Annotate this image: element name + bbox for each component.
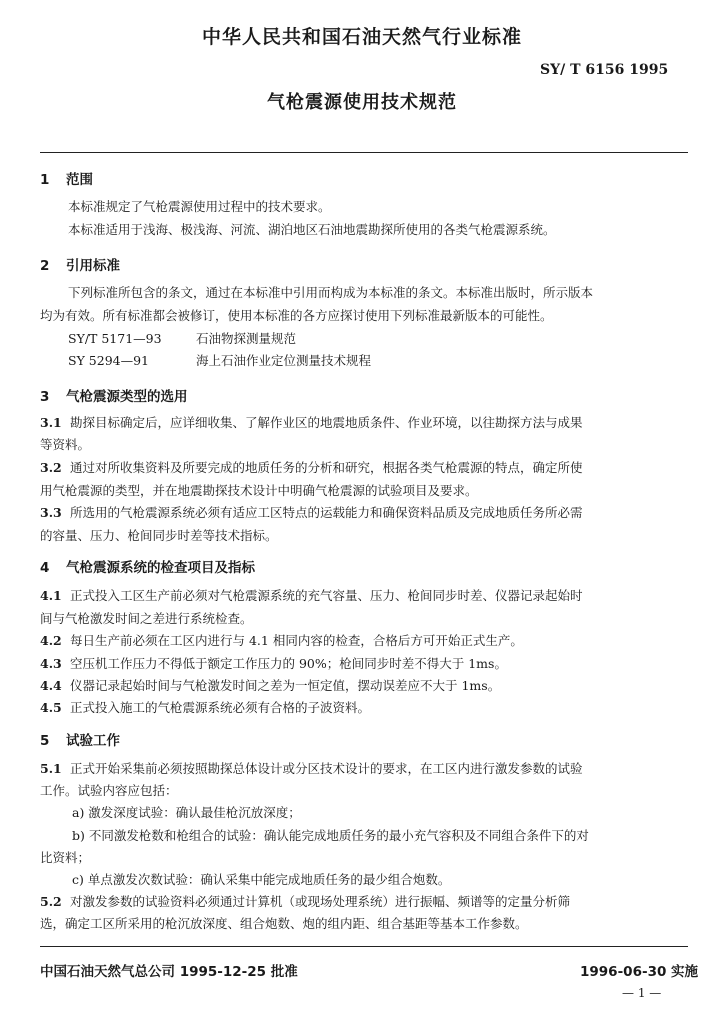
clause-text: 空压机工作压力不得低于额定工作压力的 90%；枪间同步时差不得大于 1ms。	[70, 656, 507, 671]
clause-text: 正式投入工区生产前必须对气枪震源系统的充气容量、压力、枪间同步时差、仪器记录起始时	[70, 588, 583, 603]
clause-number: 4.5	[40, 700, 62, 715]
list-item-c: c) 单点激发次数试验：确认采集中能完成地质任务的最少组合炮数。	[72, 872, 451, 887]
clause-number: 4.1	[40, 588, 62, 603]
section-title: 引用标准	[66, 258, 120, 274]
section-4-heading	[40, 556, 255, 576]
clause-continuation: 的容量、压力、枪间同步时差等技术指标。	[40, 528, 278, 543]
paragraph: 本标准适用于浅海、极浅海、河流、湖泊地区石油地震勘探所使用的各类气枪震源系统。	[68, 222, 556, 237]
reference-code: SY 5294—91	[68, 353, 150, 368]
clause-number: 4.4	[40, 678, 62, 693]
list-item-b: b) 不同激发枪数和枪组合的试验：确认能完成地质任务的最小充气容积及不同组合条件下的对	[72, 828, 589, 843]
clause-text: 所选用的气枪震源系统必须有适应工区特点的运载能力和确保资料品质及完成地质任务所必需	[70, 505, 583, 520]
page-number: — 1 —	[622, 986, 662, 1000]
list-item-b-continuation: 比资料；	[40, 850, 91, 865]
clause-text: 正式投入施工的气枪震源系统必须有合格的子波资料。	[70, 700, 371, 715]
clause-text: 仪器记录起始时间与气枪激发时间之差为一恒定值，摆动误差应不大于 1ms。	[70, 678, 501, 693]
implementation-date: 1996-06-30 实施	[580, 964, 699, 980]
clause-continuation: 用气枪震源的类型，并在地震勘探技术设计中明确气枪震源的试验项目及要求。	[40, 483, 478, 498]
clause-text: 对激发参数的试验资料必须通过计算机（或现场处理系统）进行振幅、频谱等的定量分析筛	[70, 894, 571, 909]
header-divider	[40, 152, 688, 153]
standard-number: SY/ T 6156 1995	[540, 62, 669, 78]
section-number: 4	[40, 560, 50, 576]
approval-note: 中国石油天然气总公司 1995-12-25 批准	[40, 964, 298, 980]
clause-4-2	[40, 631, 523, 649]
section-number: 3	[40, 389, 50, 405]
paragraph-line: 下列标准所包含的条文，通过在本标准中引用而构成为本标准的条文。本标准出版时，所示版本	[68, 285, 594, 300]
paragraph: 本标准规定了气枪震源使用过程中的技术要求。	[68, 199, 331, 214]
clause-number: 5.2	[40, 894, 62, 909]
document-title: 气枪震源使用技术规范	[267, 92, 457, 113]
section-number: 2	[40, 258, 50, 274]
clause-3-2	[40, 458, 583, 476]
clause-continuation: 选，确定工区所采用的枪沉放深度、组合炮数、炮的组内距、组合基距等基本工作参数。	[40, 916, 528, 931]
paragraph-line: 均为有效。所有标准都会被修订，使用本标准的各方应探讨使用下列标准最新版本的可能性。	[40, 308, 553, 323]
clause-3-3	[40, 503, 583, 521]
reference-title: 石油物探测量规范	[196, 331, 297, 346]
section-3-heading	[40, 385, 188, 405]
clause-5-2	[40, 892, 570, 910]
clause-number: 5.1	[40, 761, 62, 776]
section-title: 气枪震源类型的选用	[66, 389, 188, 405]
clause-continuation: 等资料。	[40, 437, 91, 452]
clause-3-1	[40, 413, 583, 431]
footer-divider	[40, 946, 688, 947]
clause-4-5	[40, 698, 370, 716]
clause-number: 3.2	[40, 460, 62, 475]
clause-number: 3.3	[40, 505, 62, 520]
reference-1	[68, 329, 296, 347]
list-item-a: a) 激发深度试验：确认最佳枪沉放深度；	[72, 805, 301, 820]
reference-code: SY/T 5171—93	[68, 331, 162, 346]
clause-continuation: 工作。试验内容应包括：	[40, 783, 178, 798]
section-2-heading	[40, 254, 120, 274]
clause-text: 勘探目标确定后，应详细收集、了解作业区的地震地质条件、作业环境，以往勘探方法与成果	[70, 415, 583, 430]
clause-4-4	[40, 676, 500, 694]
clause-text: 通过对所收集资料及所要完成的地质任务的分析和研究，根据各类气枪震源的特点，确定所使	[70, 460, 583, 475]
section-1-heading	[40, 168, 93, 188]
clause-text: 每日生产前必须在工区内进行与 4.1 相同内容的检查，合格后方可开始正式生产。	[70, 633, 523, 648]
section-5-heading	[40, 729, 120, 749]
section-number: 1	[40, 172, 50, 188]
clause-text: 正式开始采集前必须按照勘探总体设计或分区技术设计的要求，在工区内进行激发参数的试验	[70, 761, 583, 776]
section-number: 5	[40, 733, 50, 749]
reference-title: 海上石油作业定位测量技术规程	[196, 353, 372, 368]
clause-number: 4.3	[40, 656, 62, 671]
section-title: 气枪震源系统的检查项目及指标	[66, 560, 255, 576]
clause-4-3	[40, 654, 507, 672]
publisher-title: 中华人民共和国石油天然气行业标准	[201, 26, 522, 48]
clause-number: 4.2	[40, 633, 62, 648]
clause-number: 3.1	[40, 415, 62, 430]
section-title: 范围	[66, 172, 93, 188]
clause-5-1	[40, 759, 583, 777]
reference-2	[68, 351, 371, 369]
section-title: 试验工作	[66, 733, 120, 749]
clause-4-1	[40, 586, 583, 604]
clause-continuation: 间与气枪激发时间之差进行系统检查。	[40, 611, 253, 626]
